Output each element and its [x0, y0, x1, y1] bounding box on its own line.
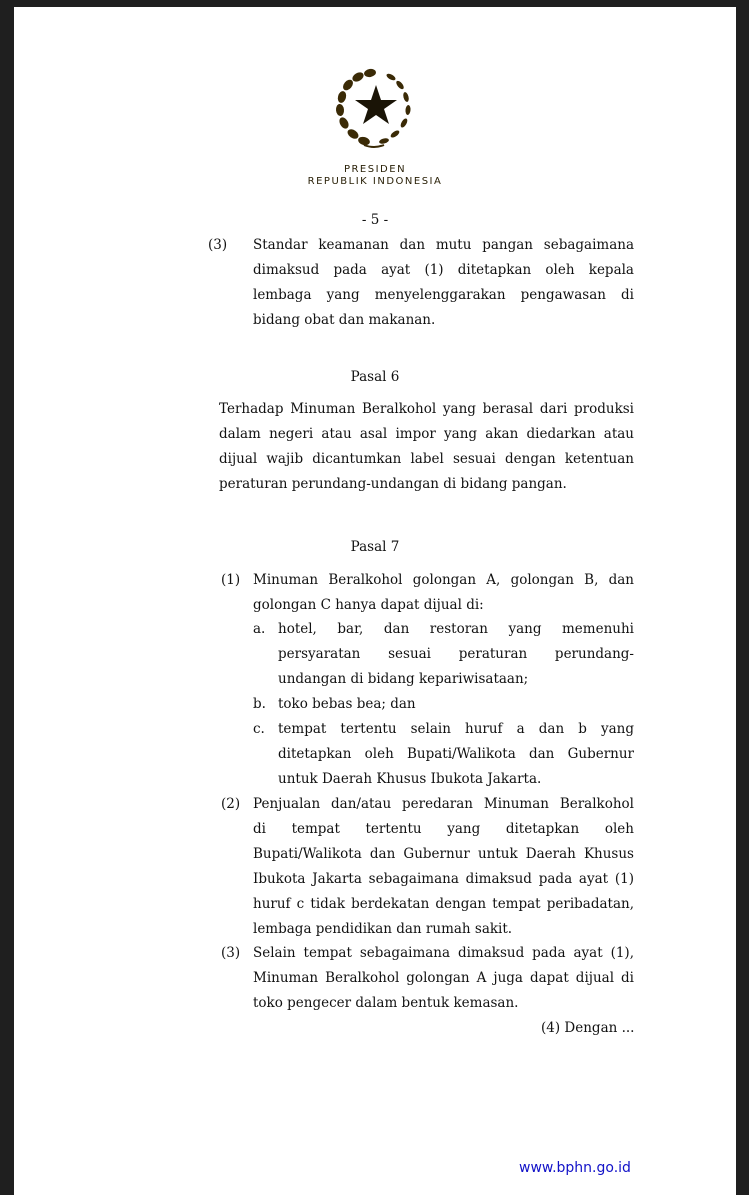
paragraph-line: peraturan perundang-undangan di bidang pangan.: [219, 476, 567, 492]
paragraph-line: di tempat tertentu yang ditetapkan oleh: [253, 821, 634, 837]
ayat-number: (1): [221, 572, 241, 588]
item-letter: c.: [253, 721, 265, 737]
paragraph-line: Standar keamanan dan mutu pangan sebagaimana: [253, 237, 634, 253]
list-item-line: undangan di bidang kepariwisataan;: [278, 671, 529, 687]
page-number: - 5 -: [361, 212, 389, 228]
header-president: PRESIDEN: [343, 164, 407, 175]
list-item-line: untuk Daerah Khusus Ibukota Jakarta.: [278, 771, 542, 787]
paragraph-line: dijual wajib dicantumkan label sesuai dengan ketentuan: [219, 451, 634, 467]
document-page: [14, 7, 736, 1195]
paragraph-line: bidang obat dan makanan.: [253, 312, 436, 328]
paragraph-line: Minuman Beralkohol golongan A juga dapat dijual di: [253, 970, 634, 986]
ayat-number: (3): [221, 945, 241, 961]
paragraph-line: lembaga pendidikan dan rumah sakit.: [253, 921, 513, 937]
paragraph-line: huruf c tidak berdekatan dengan tempat peribadatan,: [253, 896, 634, 912]
list-item-line: ditetapkan oleh Bupati/Walikota dan Gubernur: [278, 746, 634, 762]
paragraph-line: dalam negeri atau asal impor yang akan diedarkan atau: [219, 426, 634, 442]
paragraph-line: Minuman Beralkohol golongan A, golongan B, dan: [253, 572, 634, 588]
list-item-line: persyaratan sesuai peraturan perundang-: [278, 646, 634, 662]
footer-website-link[interactable]: www.bphn.go.id: [519, 1160, 631, 1176]
continuation-catchword: (4) Dengan ...: [541, 1020, 635, 1036]
list-item-line: toko bebas bea; dan: [278, 696, 416, 712]
list-item-line: tempat tertentu selain huruf a dan b yang: [278, 721, 634, 737]
paragraph-line: dimaksud pada ayat (1) ditetapkan oleh kepala: [253, 262, 634, 278]
list-item-line: hotel, bar, dan restoran yang memenuhi: [278, 621, 634, 637]
ayat-number: (3): [208, 237, 228, 253]
paragraph-line: lembaga yang menyelenggarakan pengawasan di: [253, 287, 634, 303]
paragraph-line: Bupati/Walikota dan Gubernur untuk Daerah Khusus: [253, 846, 634, 862]
paragraph-line: Ibukota Jakarta sebagaimana dimaksud pada ayat (1): [253, 871, 634, 887]
pasal-heading: Pasal 7: [350, 539, 400, 555]
paragraph-line: golongan C hanya dapat dijual di:: [253, 597, 484, 613]
item-letter: b.: [253, 696, 266, 712]
paragraph-line: Selain tempat sebagaimana dimaksud pada ayat (1),: [253, 945, 634, 961]
item-letter: a.: [253, 621, 266, 637]
paragraph-line: Penjualan dan/atau peredaran Minuman Beralkohol: [253, 796, 634, 812]
pasal-heading: Pasal 6: [350, 369, 400, 385]
header-republic: REPUBLIK INDONESIA: [307, 176, 443, 187]
ayat-number: (2): [221, 796, 241, 812]
paragraph-line: toko pengecer dalam bentuk kemasan.: [253, 995, 519, 1011]
garuda-emblem-icon: [334, 65, 414, 149]
paragraph-line: Terhadap Minuman Beralkohol yang berasal dari produksi: [219, 401, 634, 417]
